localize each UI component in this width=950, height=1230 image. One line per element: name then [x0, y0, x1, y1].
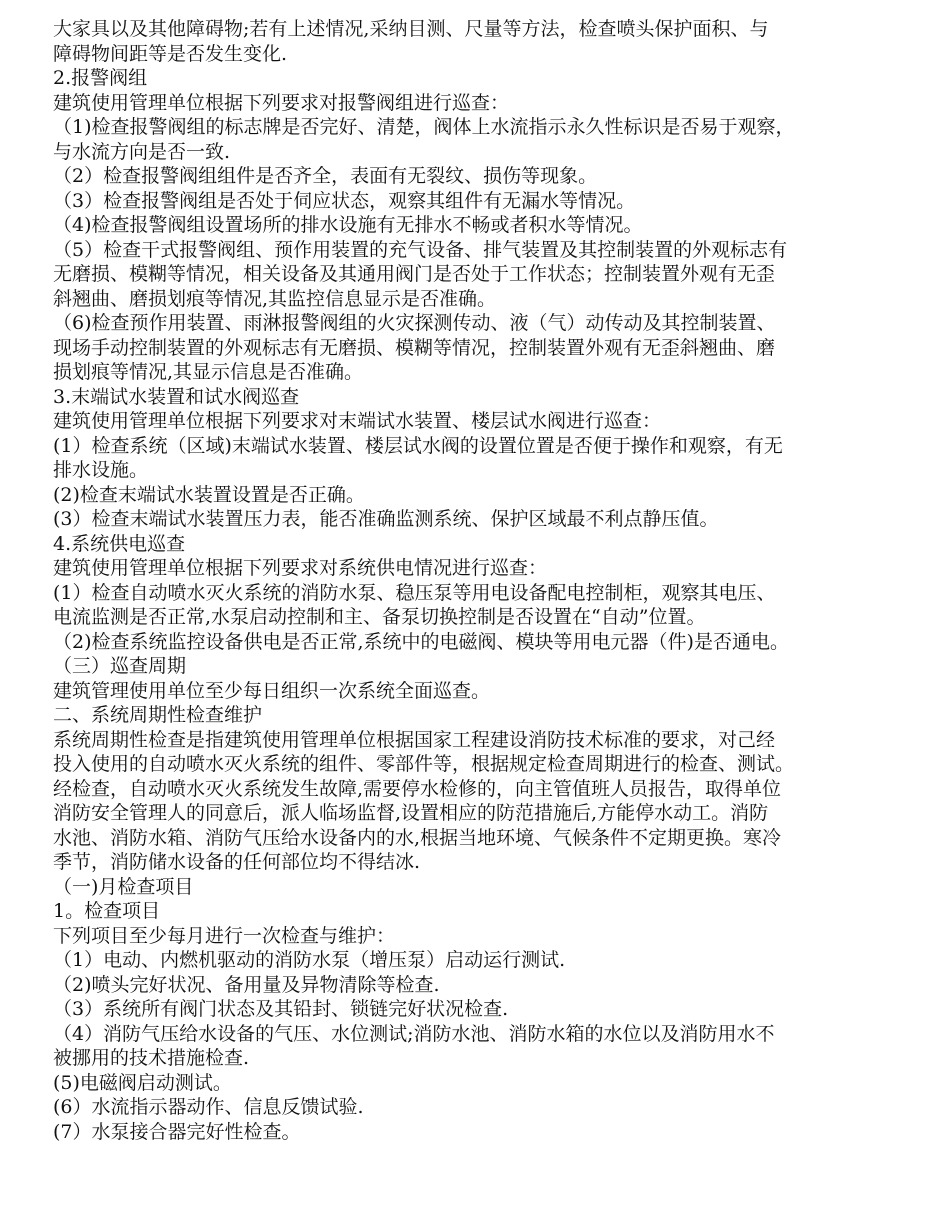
- list-item: （2）检查报警阀组组件是否齐全，表面有无裂纹、损伤等现象。: [53, 165, 598, 187]
- section-heading: 4.系统供电巡查: [53, 532, 186, 555]
- list-item: （3）系统所有阀门状态及其铅封、锁链完好状况检查.: [53, 998, 509, 1020]
- text-line: 下列项目至少每月进行一次检查与维护：: [53, 924, 396, 947]
- list-item: （1)检查报警阀组的标志牌是否完好、清楚，阀体上水流指示永久性标识是否易于观察，: [53, 116, 795, 138]
- list-item: （1）电动、内燃机驱动的消防水泵（增压泵）启动运行测试.: [53, 949, 566, 971]
- section-heading: （三）巡查周期: [53, 655, 187, 677]
- list-item: (6）水流指示器动作、信息反馈试验.: [53, 1096, 364, 1118]
- text-line: 经检查，自动喷水灭火系统发生故障,需要停水检修的，向主管值班人员报告，取得单位: [53, 777, 782, 800]
- list-item: （4)检查报警阀组设置场所的排水设施有无排水不畅或者积水等情况。: [53, 214, 643, 236]
- list-item: （6)检查预作用装置、雨淋报警阀组的火灾探测传动、液（气）动传动及其控制装置、: [53, 312, 776, 334]
- text-line: 大家具以及其他障碍物;若有上述情况,采纳目测、尺量等方法，检查喷头保护面积、与: [53, 18, 769, 40]
- text-line: 消防安全管理人的同意后，派人临场监督,设置相应的防范措施后,方能停水动工。消防: [53, 802, 769, 824]
- list-item: （4）消防气压给水设备的气压、水位测试;消防水池、消防水箱的水位以及消防用水不: [53, 1022, 775, 1045]
- document-body: [53, 17, 898, 1144]
- text-line: 电流监测是否正常,水泵启动控制和主、备泵切换控制是否设置在“自动”位置。: [53, 606, 706, 628]
- text-line: 系统周期性检查是指建筑使用管理单位根据国家工程建设消防技术标准的要求，对己经: [53, 728, 776, 751]
- section-heading: （一)月检查项目: [53, 875, 194, 898]
- text-line: 与水流方向是否一致.: [53, 140, 231, 163]
- section-heading: 1。检查项目: [53, 900, 161, 922]
- text-line: 现场手动控制装置的外观标志有无磨损、模糊等情况，控制装置外观有无歪斜翘曲、磨: [53, 336, 776, 359]
- text-line: 水池、消防水箱、消防气压给水设备内的水,根据当地环境、气候条件不定期更换。寒冷: [53, 826, 782, 849]
- text-line: 季节，消防储水设备的任何部位均不得结冰.: [53, 851, 421, 873]
- list-item: (3）检查末端试水装置压力表，能否准确监测系统、保护区域最不利点静压值。: [53, 508, 719, 530]
- list-item: （3）检查报警阀组是否处于伺应状态，观察其组件有无漏水等情况。: [53, 189, 636, 212]
- section-heading: 3.末端试水装置和试水阀巡查: [53, 385, 300, 408]
- text-line: 斜翘曲、磨损划痕等情况,其监控信息显示是否准确。: [53, 287, 497, 310]
- text-line: 建筑使用管理单位根据下列要求对系统供电情况进行巡查：: [53, 557, 548, 579]
- list-item: (1）检查自动喷水灭火系统的消防水泵、稳压泵等用电设备配电控制柜，观察其电压、: [53, 581, 776, 604]
- text-line: 无磨损、模糊等情况，相关设备及其通用阀门是否处于工作状态；控制装置外观有无歪: [53, 263, 776, 285]
- text-line: 损划痕等情况,其显示信息是否准确。: [53, 361, 364, 383]
- list-item: (1）检查系统（区域)末端试水装置、楼层试水阀的设置位置是否便于操作和观察，有无: [53, 434, 783, 457]
- text-line: 建筑使用管理单位根据下列要求对报警阀组进行巡查：: [53, 91, 510, 114]
- text-line: 投入使用的自动喷水灭火系统的组件、零部件等，根据规定检查周期进行的检查、测试。: [53, 753, 795, 775]
- list-item: (2)检查末端试水装置设置是否正确。: [53, 483, 365, 506]
- text-line: 障碍物间距等是否发生变化.: [53, 42, 288, 65]
- list-item: (5)电磁阀启动测试。: [53, 1071, 232, 1094]
- text-line: 排水设施。: [53, 459, 149, 481]
- list-item: (7）水泵接合器完好性检查。: [53, 1120, 301, 1143]
- list-item: （2)喷头完好状况、备用量及异物清除等检查.: [53, 973, 440, 996]
- list-item: （2)检查系统监控设备供电是否正常,系统中的电磁阀、模块等用电元器（件)是否通电。: [53, 630, 789, 653]
- text-line: 建筑管理使用单位至少每日组织一次系统全面巡查。: [53, 679, 491, 702]
- section-heading: 2.报警阀组: [53, 67, 148, 89]
- list-item: （5）检查干式报警阀组、预作用装置的充气设备、排气装置及其控制装置的外观标志有: [53, 238, 788, 261]
- section-heading: 二、系统周期性检查维护: [53, 704, 263, 726]
- text-line: 被挪用的技术措施检查.: [53, 1047, 250, 1069]
- text-line: 建筑使用管理单位根据下列要求对末端试水装置、楼层试水阀进行巡查：: [53, 410, 662, 432]
